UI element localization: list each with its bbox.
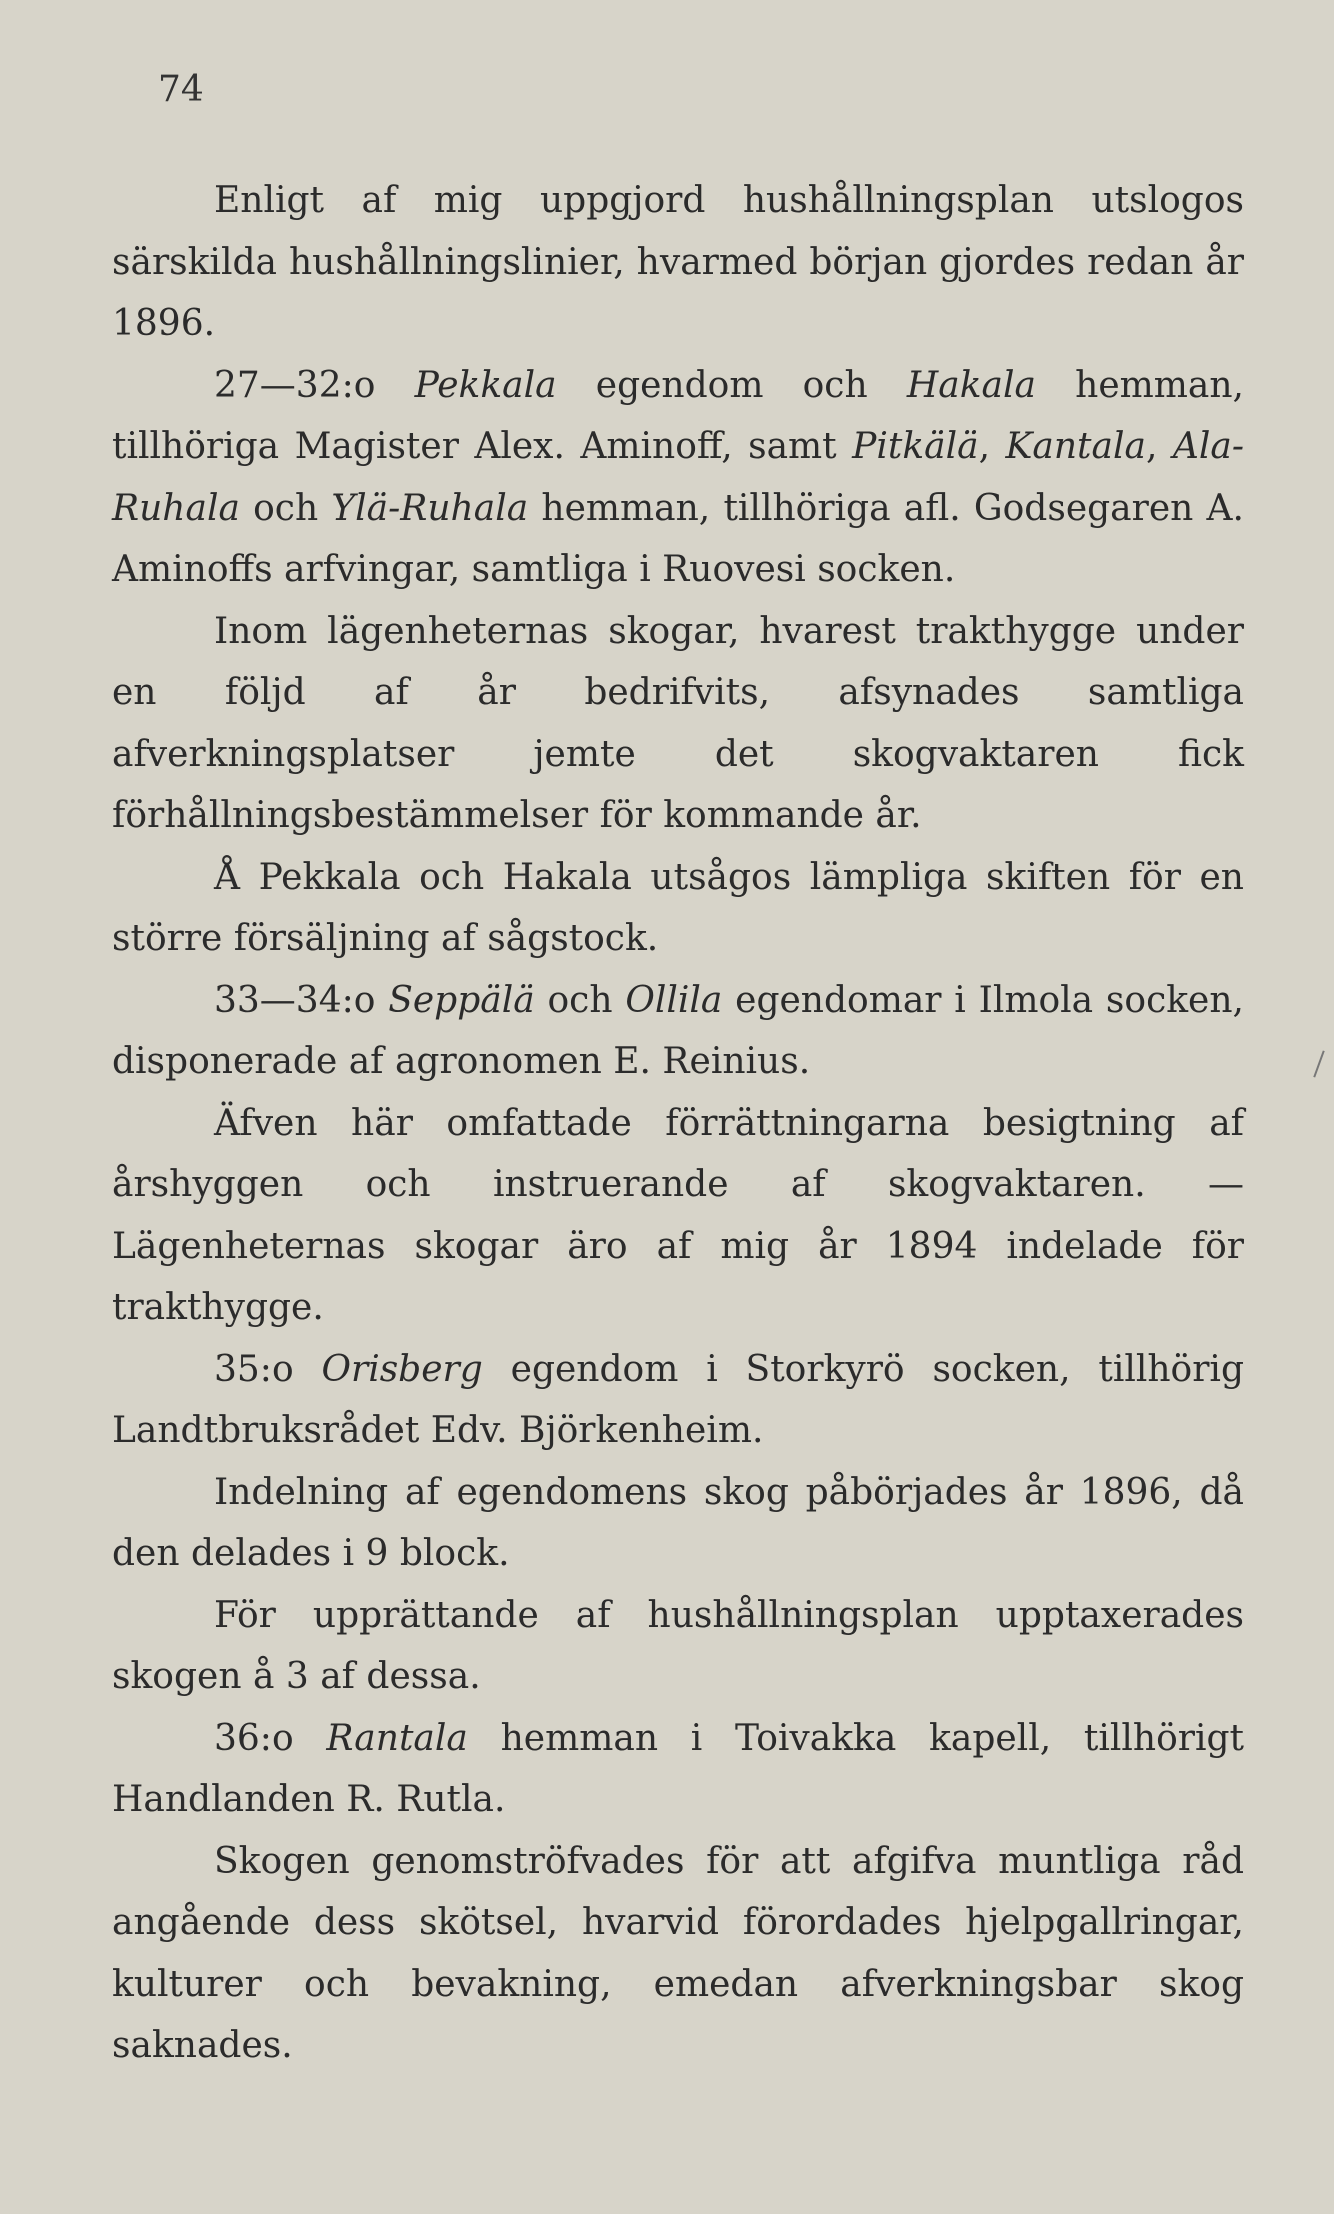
place-name-ollila: Ollila <box>625 979 723 1021</box>
paragraph-8: Indelning af egendomens skog påbörjades år 1896, då den delades i 9 block. <box>112 1471 1244 1574</box>
entry-number: 27—32:o <box>214 364 415 406</box>
paragraph-2 <box>112 355 1244 601</box>
paragraph-text-segment: , <box>978 426 1006 467</box>
entry-number: 33—34:o <box>214 979 389 1021</box>
place-name-orisberg: Orisberg <box>321 1348 483 1390</box>
place-name-pitkala: Pitkälä <box>852 426 979 467</box>
paragraph-1: Enligt af mig uppgjord hushållningsplan utslogos särskilda hushållningslinier, hvarmed början gjordes redan år 1896. <box>112 180 1244 344</box>
paragraph-text-segment: hemman, tillhöriga afl. Godsegaren A. Aminoffs arfvingar, samtliga i Ruovesi socken. <box>112 487 1244 590</box>
paragraph-7 <box>112 1339 1244 1462</box>
paragraph-3: Inom lägenheternas skogar, hvarest trakthygge under en följd af år bedrifvits, afsynades samtliga afverkningsplatser jemte det skogvaktaren fick förhållningsbestämmelser för kommande år. <box>112 610 1244 836</box>
paragraph-text-segment: egendom i Storkyrö socken, tillhörig Landtbruksrådet Edv. Björkenheim. <box>112 1348 1244 1451</box>
paragraph-text-segment: och <box>534 979 626 1021</box>
paragraph-text-segment: hemman i Toivakka kapell, tillhörigt Handlanden R. Rutla. <box>112 1717 1244 1820</box>
paragraph-5 <box>112 970 1244 1093</box>
place-name-hakala: Hakala <box>906 364 1036 406</box>
paragraph-11: Skogen genomströfvades för att afgifva muntliga råd angående dess skötsel, hvarvid förordades hjelpgallringar, kulturer och bevakning, emedan afverkningsbar skog saknades. <box>112 1840 1244 2066</box>
paragraph-text-segment: hemman, tillhöriga Magister Alex. Aminoff, samt <box>112 364 1244 467</box>
place-name-ala-ruhala: Ala-Ruhala <box>112 426 1245 529</box>
page-number: 74 <box>158 69 204 110</box>
place-name-pekkala: Pekkala <box>414 364 557 406</box>
margin-mark <box>1313 1051 1324 1078</box>
paragraph-6: Äfven här omfattade förrättningarna besigtning af årshyggen och instruerande af skogvaktaren. — Lägenheternas skogar äro af mig år 1894 indelade för trakthygge. <box>112 1102 1244 1328</box>
entry-number: 35:o <box>214 1348 322 1390</box>
place-name-seppala: Seppälä <box>388 979 535 1021</box>
paragraph-text-segment: egendomar i Ilmola socken, disponerade af agronomen E. Reinius. <box>112 979 1244 1082</box>
paragraph-text-segment: och <box>239 487 332 529</box>
paragraph-text-segment: egendom och <box>556 364 907 406</box>
paragraph-10 <box>112 1708 1244 1831</box>
entry-number: 36:o <box>214 1717 327 1759</box>
paragraph-9: För upprättande af hushållningsplan upptaxerades skogen å 3 af dessa. <box>112 1594 1244 1697</box>
body-text <box>112 170 1244 2077</box>
paragraph-4: Å Pekkala och Hakala utsågos lämpliga skiften för en större försäljning af sågstock. <box>112 856 1244 959</box>
paragraph-text-segment: , <box>1145 426 1173 467</box>
place-name-rantala: Rantala <box>326 1717 468 1759</box>
place-name-kantala: Kantala <box>1005 426 1146 467</box>
place-name-yla-ruhala: Ylä-Ruhala <box>331 487 529 529</box>
